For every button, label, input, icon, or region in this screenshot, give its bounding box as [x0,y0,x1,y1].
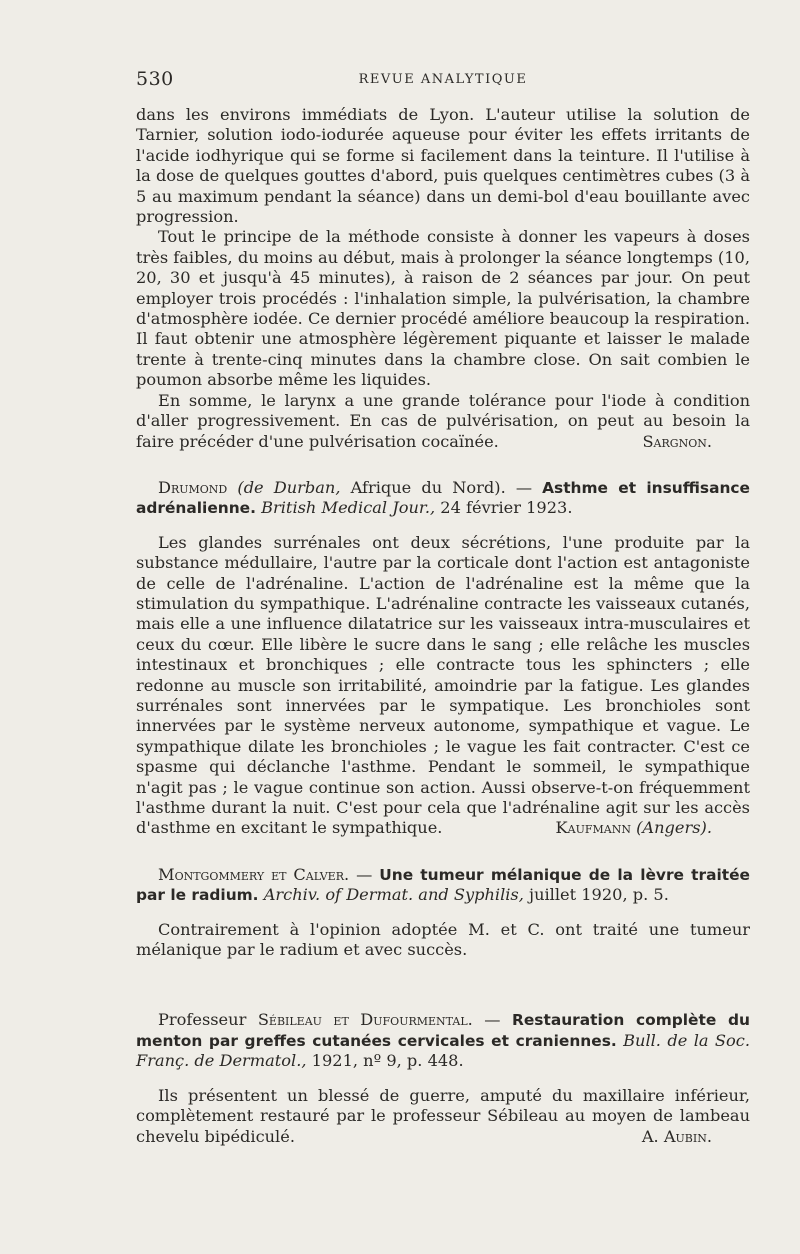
article0-signature: Sargnon. [642,431,712,451]
article1-place2: Afrique du Nord). — [350,477,533,497]
article2-body: Contrairement à l'opinion adoptée M. et C. ont traité une tumeur mélanique par le radium et avec succès. [136,919,750,960]
article2-title: Une tumeur mélanique de la lèvre traitée par le radium. [136,865,750,905]
article3-body: Ils présentent un blessé de guerre, amputé du maxillaire inférieur, complètement restauré par le professeur Sébileau au moyen de lambeau chevelu bipédiculé. [136,1085,750,1146]
article3-authors: Sébileau et Dufourmental. — [257,1010,501,1030]
article1-title: Asthme et insuffisance adrénalienne. [136,478,750,518]
running-title: REVUE ANALYTIQUE [358,72,528,87]
article3-journal: Bull. de la Soc. Franç. de Dermatol., [136,1030,750,1071]
article2-date: juillet 1920, p. 5. [529,885,669,905]
article1-signature: Kaufmann (Angers). [555,818,712,838]
article2-reference [136,865,750,906]
article1-journal: British Medical Jour., [261,498,436,518]
article1-place: (de Durban, [237,477,341,497]
article1-body: Les glandes surrénales ont deux sécrétions, l'une produite par la substance médullaire, l'autre par la corticale dont l'action est antagoniste de celle de l'adrénaline. L'action de l'adrénaline est la même que la stimulation du sympathique. L'adrénaline contracte les vaisseaux cutanés, mais elle a une influence dilatatrice sur les vaisseaux intra-musculaires et ceux du cœur. Elle libère le sucre dans le sang ; elle relâche les muscles intestinaux et bronchiques ; elle contracte tous les sphincters ; elle redonne au muscle son irritabilité, amoindrie par la fatigue. Les glandes surrénales sont innervées par le sympatique. Les bronchioles sont innervées par le système nerveux autonome, sympathique et vague. Le sympathique dilate les bronchioles ; le vague les fait contracter. C'est ce spasme qui déclanche l'asthme. Pendant le sommeil, le sympathique n'agit pas ; le vague continue son action. Aussi observe-t-on fréquemment l'asthme durant la nuit. C'est pour cela que l'adrénaline agit sur les accès d'asthme en excitant le sympathique. [136,532,750,838]
article3-signature: A. Aubin. [641,1126,712,1146]
article3-date: 1921, nº 9, p. 448. [311,1051,464,1071]
page-body [136,105,750,1147]
article0-para3: En somme, le larynx a une grande tolérance pour l'iode à condition d'aller progressivement. En cas de pulvérisation, on peut au besoin la faire précéder d'une pulvérisation cocaïnée. [136,390,750,451]
article1-date: 24 février 1923. [440,498,573,518]
article3-prefix: Professeur [158,1010,247,1030]
article2-journal: Archiv. of Dermat. and Syphilis, [263,885,524,905]
article0-para2: Tout le principe de la méthode consiste à donner les vapeurs à doses très faibles, du moins au début, mais à prolonger la séance longtemps (10, 20, 30 et jusqu'à 45 minutes), à raison de 2 séances par jour. On peut employer trois procédés : l'inhalation simple, la pulvérisation, la chambre d'atmosphère iodée. Ce dernier procédé améliore beaucoup la respiration. Il faut obtenir une atmosphère légèrement piquante et laisser le malade trente à trente-cinq minutes dans la chambre close. On sait combien le poumon absorbe même les liquides. [136,227,750,390]
page-number: 530 [136,68,174,90]
article3-reference [136,1010,750,1071]
article0-para1: dans les environs immédiats de Lyon. L'auteur utilise la solution de Tarnier, solution iodo-iodurée aqueuse pour éviter les effets irritants de l'acide iodhyrique qui se forme si facilement dans la teinture. Il l'utilise à la dose de quelques gouttes d'abord, puis quelques centimètres cubes (3 à 5 au maximum pendant la séance) dans un demi-bol d'eau bouillante avec progression. [136,105,750,227]
article1-reference [136,478,750,519]
article2-authors: Montgommery et Calver. — [158,864,373,884]
article3-title: Restauration complète du menton par greffes cutanées cervicales et craniennes. [136,1011,750,1050]
page-header [136,68,750,92]
article1-author: Drumond [158,477,228,497]
